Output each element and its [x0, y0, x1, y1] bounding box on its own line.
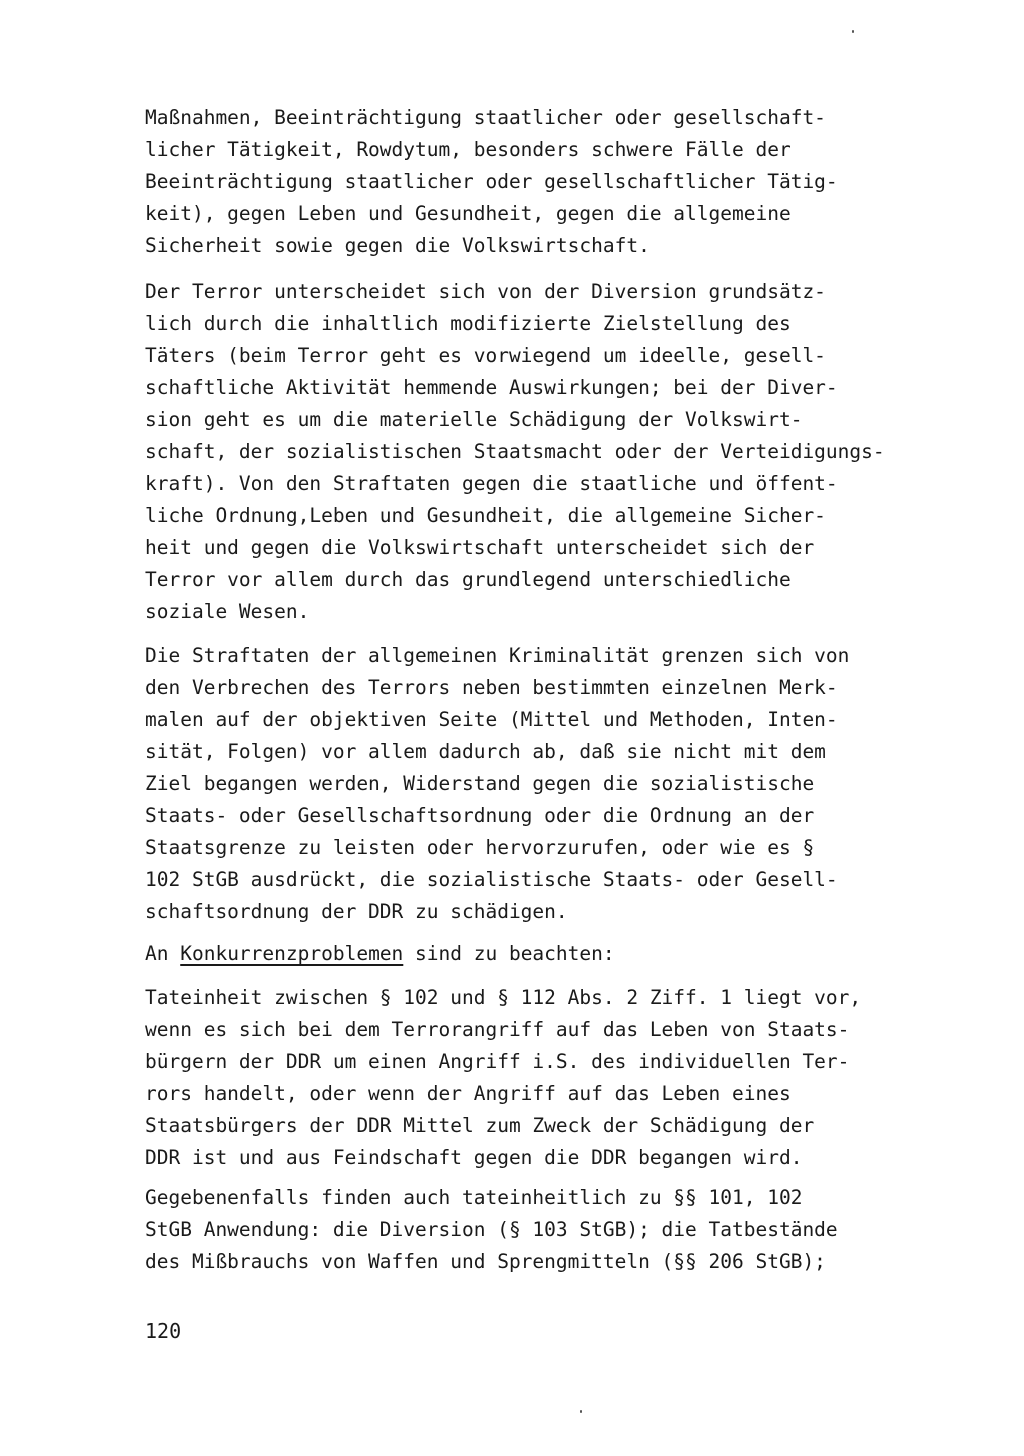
paragraph-competition-heading — [145, 938, 615, 970]
text-line: bürgern der DDR um einen Angriff i.S. des individuellen Ter- — [145, 1050, 850, 1073]
underlined-term: Konkurrenzproblemen — [180, 942, 404, 965]
text-line: kraft). Von den Straftaten gegen die staatliche und öffent- — [145, 472, 838, 495]
paragraph-tateinheit — [145, 982, 861, 1174]
text-line: schaft, der sozialistischen Staatsmacht oder der Verteidigungs- — [145, 440, 885, 463]
text-line: Die Straftaten der allgemeinen Kriminalität grenzen sich von — [145, 644, 850, 667]
text-line: heit und gegen die Volkswirtschaft unterscheidet sich der — [145, 536, 815, 559]
text-line: Staatsbürgers der DDR Mittel zum Zweck der Schädigung der — [145, 1114, 815, 1137]
text-line: soziale Wesen. — [145, 600, 310, 623]
text-line: sität, Folgen) vor allem dadurch ab, daß sie nicht mit dem — [145, 740, 826, 763]
text-line: Tateinheit zwischen § 102 und § 112 Abs. 2 Ziff. 1 liegt vor, — [145, 986, 862, 1009]
text-line: schaftsordnung der DDR zu schädigen. — [145, 900, 568, 923]
text-line: Staats- oder Gesellschaftsordnung oder die Ordnung an der — [145, 804, 815, 827]
paragraph-gegebenenfalls — [145, 1182, 838, 1278]
text-line: rors handelt, oder wenn der Angriff auf das Leben eines — [145, 1082, 791, 1105]
heading-suffix: sind zu beachten: — [403, 942, 615, 965]
paragraph-terror-vs-diversion — [145, 276, 885, 628]
scan-speck — [580, 1410, 582, 1413]
text-line: licher Tätigkeit, Rowdytum, besonders schwere Fälle der — [145, 138, 791, 161]
text-line: StGB Anwendung: die Diversion (§ 103 StGB); die Tatbestände — [145, 1218, 838, 1241]
text-line: 102 StGB ausdrückt, die sozialistische Staats- oder Gesell- — [145, 868, 838, 891]
text-line: Der Terror unterscheidet sich von der Diversion grundsätz- — [145, 280, 826, 303]
paragraph-general-criminality — [145, 640, 849, 928]
text-line: Beeinträchtigung staatlicher oder gesellschaftlicher Tätig- — [145, 170, 838, 193]
text-line: keit), gegen Leben und Gesundheit, gegen die allgemeine — [145, 202, 791, 225]
text-line: Täters (beim Terror geht es vorwiegend um ideelle, gesell- — [145, 344, 826, 367]
text-line: malen auf der objektiven Seite (Mittel und Methoden, Inten- — [145, 708, 838, 731]
text-line: DDR ist und aus Feindschaft gegen die DDR begangen wird. — [145, 1146, 803, 1169]
text-line: sion geht es um die materielle Schädigung der Volkswirt- — [145, 408, 803, 431]
text-line: Gegebenenfalls finden auch tateinheitlich zu §§ 101, 102 — [145, 1186, 803, 1209]
paragraph-measures — [145, 102, 838, 262]
text-line: des Mißbrauchs von Waffen und Sprengmitteln (§§ 206 StGB); — [145, 1250, 826, 1273]
text-line: schaftliche Aktivität hemmende Auswirkungen; bei der Diver- — [145, 376, 838, 399]
text-line: Terror vor allem durch das grundlegend unterschiedliche — [145, 568, 791, 591]
text-line — [145, 938, 615, 970]
text-line: den Verbrechen des Terrors neben bestimmten einzelnen Merk- — [145, 676, 838, 699]
text-line: Ziel begangen werden, Widerstand gegen die sozialistische — [145, 772, 815, 795]
text-line: lich durch die inhaltlich modifizierte Zielstellung des — [145, 312, 791, 335]
text-line: Staatsgrenze zu leisten oder hervorzurufen, oder wie es § — [145, 836, 815, 859]
text-line: Maßnahmen, Beeinträchtigung staatlicher oder gesellschaft- — [145, 106, 826, 129]
heading-prefix: An — [145, 942, 181, 965]
text-line: Sicherheit sowie gegen die Volkswirtschaft. — [145, 234, 650, 257]
text-line: wenn es sich bei dem Terrorangriff auf das Leben von Staats- — [145, 1018, 850, 1041]
text-line: liche Ordnung,Leben und Gesundheit, die allgemeine Sicher- — [145, 504, 826, 527]
scan-speck — [852, 30, 854, 33]
page-number: 120 — [145, 1319, 182, 1343]
